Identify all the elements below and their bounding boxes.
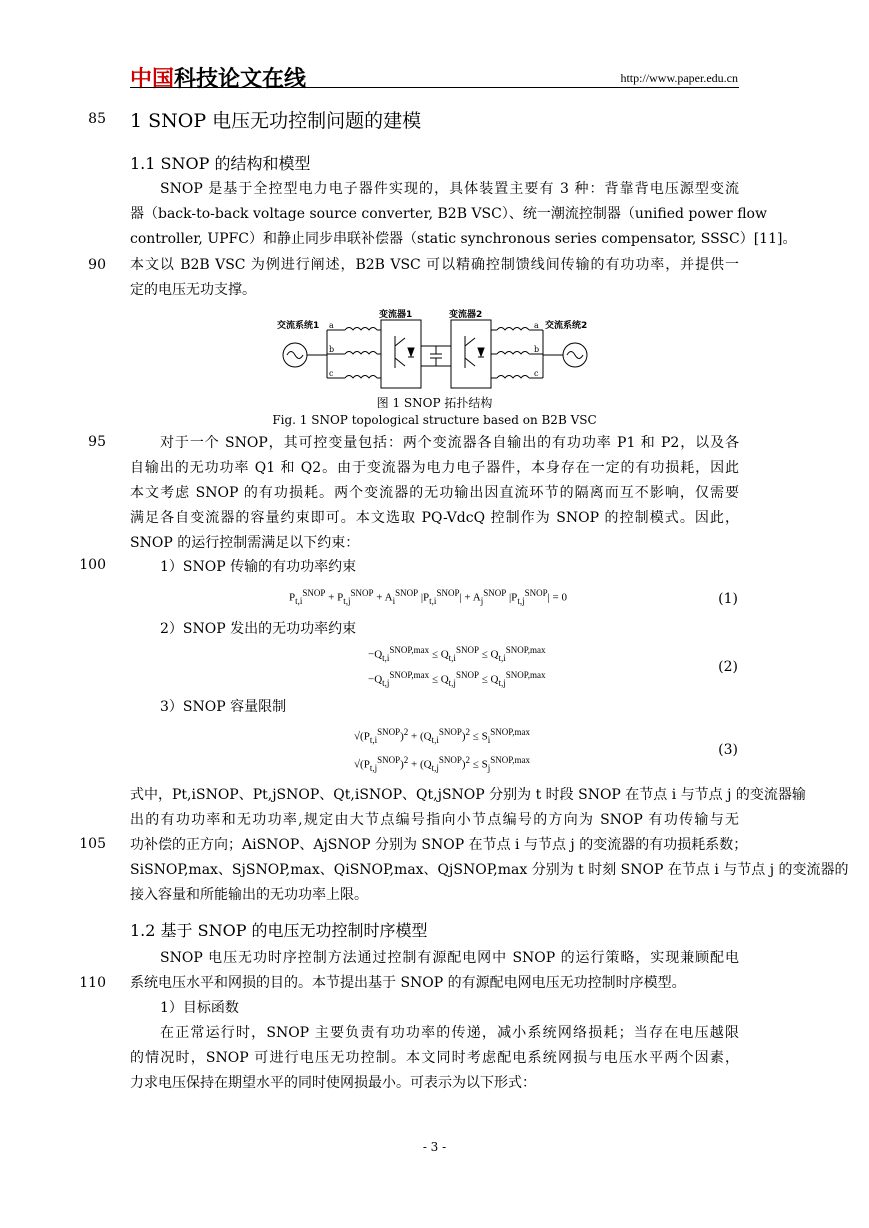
phase-label: c (329, 369, 334, 378)
subsection-title: 1.1 SNOP 的结构和模型 (130, 154, 311, 173)
equation-3a: $√(P_{t,i}^{SNOP})^2 + (Q_{t,i}^{SNOP})^2 \le S_i^{SNOP,max}$ (354, 727, 530, 745)
equation-2a: $-Q_{t,i}^{SNOP,max} \le Q_{t,i}^{SNOP} \le Q_{t,i}^{SNOP,max}$ (368, 645, 546, 663)
header-url[interactable]: http://www.paper.edu.cn (620, 71, 738, 85)
paragraph-line: SNOP 是基于全控型电力电子器件实现的，具体装置主要有 3 种：背靠背电压源型变流 (160, 181, 739, 197)
journal-logo: 中国科技论文在线 (130, 67, 307, 92)
paragraph-line: 系统电压水平和网损的目的。本节提出基于 SNOP 的有源配电网电压无功控制时序模型。 (130, 975, 686, 991)
figure-caption-en: Fig. 1 SNOP topological structure based on B2B VSC (272, 413, 597, 427)
paragraph-line: 满足各自变流器的容量约束即可。本文选取 PQ-VdcQ 控制作为 SNOP 的控制模式。因此， (130, 510, 739, 526)
paragraph-line: SiSNOP,max、SjSNOP,max、QiSNOP,max、QjSNOP,max 分别为 t 时刻 SNOP 在节点 i 与节点 j 的变流器的 (130, 862, 849, 878)
paragraph-line: 本文以 B2B VSC 为例进行阐述，B2B VSC 可以精确控制馈线间传输的有功功率，并提供一 (130, 257, 739, 273)
paragraph-line: 接入容量和所能输出的无功功率上限。 (130, 887, 368, 903)
converter-1-label: 变流器1 (379, 310, 413, 320)
paragraph-line: 力求电压保持在期望水平的同时使网损最小。可表示为以下形式： (130, 1075, 536, 1091)
phase-label: a (329, 321, 334, 330)
equation-number: (2) (718, 659, 738, 675)
equation-number: (1) (718, 591, 738, 607)
equation-number: (3) (718, 742, 738, 758)
equation-3b: $√(P_{t,j}^{SNOP})^2 + (Q_{t,j}^{SNOP})^2 \le S_j^{SNOP,max}$ (354, 755, 530, 773)
paragraph-line: 定的电压无功支撑。 (130, 282, 256, 298)
subheading: 1）目标函数 (160, 1000, 239, 1016)
paragraph-line: SNOP 的运行控制需满足以下约束： (130, 535, 360, 551)
header-rule (130, 87, 739, 88)
line-number: 95 (88, 434, 106, 450)
line-number: 110 (79, 975, 106, 991)
phase-label: c (534, 369, 539, 378)
constraint-heading: 2）SNOP 发出的无功功率约束 (160, 621, 357, 637)
paragraph-line: 对于一个 SNOP，其可控变量包括：两个变流器各自输出的有功功率 P1 和 P2，以及各 (160, 435, 739, 451)
constraint-heading: 1）SNOP 传输的有功功率约束 (160, 559, 357, 575)
snop-topology-figure (275, 308, 595, 390)
paragraph-line: 功补偿的正方向；AiSNOP、AjSNOP 分别为 SNOP 在节点 i 与节点 j 的变流器的有功损耗系数； (130, 837, 748, 853)
paragraph-line: 器（back-to-back voltage source converter, B2B VSC）、统一潮流控制器（unified power flow (130, 206, 767, 222)
converter-2-label: 变流器2 (449, 310, 483, 320)
paragraph-line: 出的有功功率和无功功率,规定由大节点编号指向小节点编号的方向为 SNOP 有功传输与无 (130, 812, 739, 828)
line-number: 100 (79, 557, 106, 573)
paragraph-line: controller, UPFC）和静止同步串联补偿器（static synchronous series compensator, SSSC）[11]。 (130, 231, 797, 247)
paragraph-line: 的情况时，SNOP 可进行电压无功控制。本文同时考虑配电系统网损与电压水平两个因素， (130, 1050, 739, 1066)
ac-system-2-label: 交流系统2 (545, 321, 588, 331)
phase-label: b (534, 345, 540, 354)
phase-label: a (534, 321, 539, 330)
equation-2b: $-Q_{t,j}^{SNOP,max} \le Q_{t,j}^{SNOP} \le Q_{t,j}^{SNOP,max}$ (368, 670, 546, 688)
subsection-title: 1.2 基于 SNOP 的电压无功控制时序模型 (130, 921, 428, 940)
paragraph-line: 式中，Pt,iSNOP、Pt,jSNOP、Qt,iSNOP、Qt,jSNOP 分别为 t 时段 SNOP 在节点 i 与节点 j 的变流器输 (130, 787, 806, 803)
ac-system-1-label: 交流系统1 (277, 321, 320, 331)
phase-label: b (329, 345, 335, 354)
section-title: 1 SNOP 电压无功控制问题的建模 (130, 110, 422, 132)
line-number: 90 (88, 257, 106, 273)
constraint-heading: 3）SNOP 容量限制 (160, 699, 287, 715)
line-number: 85 (88, 111, 106, 127)
line-number: 105 (79, 836, 106, 852)
paragraph-line: 自输出的无功功率 Q1 和 Q2。由于变流器为电力电子器件，本身存在一定的有功损耗，因此 (130, 460, 739, 476)
figure-caption-cn: 图 1 SNOP 拓扑结构 (376, 396, 493, 410)
paragraph-line: 本文考虑 SNOP 的有功损耗。两个变流器的无功输出因直流环节的隔离而互不影响，仅需要 (130, 485, 739, 501)
page-number: - 3 - (422, 1140, 447, 1154)
paragraph-line: SNOP 电压无功时序控制方法通过控制有源配电网中 SNOP 的运行策略，实现兼顾配电 (160, 950, 739, 966)
equation-1: $P_{t,i}^{SNOP} + P_{t,j}^{SNOP} + A_i^{SNOP}$ $|P_{t,i}^{SNOP}| + A_j^{SNOP}$ $|P_{t,j}^{SNOP}| = 0$ (289, 588, 567, 606)
paragraph-line: 在正常运行时，SNOP 主要负责有功功率的传递，减小系统网络损耗；当存在电压越限 (160, 1025, 739, 1041)
